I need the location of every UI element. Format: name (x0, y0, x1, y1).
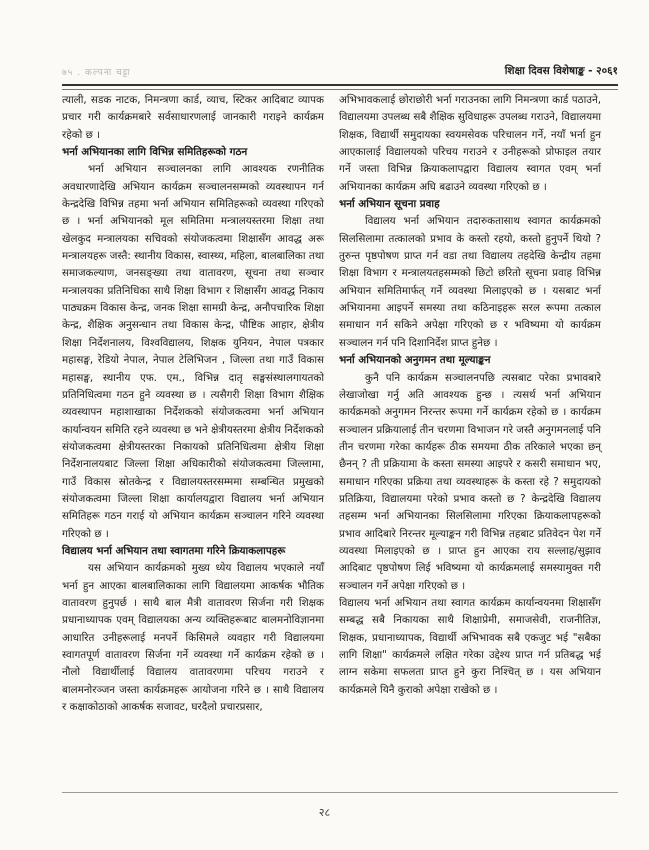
left-paragraph-2: भर्ना अभियान सञ्चालनका लागि आवश्यक रणनीतिक अवधारणादेखि अभियान कार्यक्रम सञ्चालनसम्मको व्यवस्थापन गर्न केन्द्रदेखि विभिन्न तहमा भर्ना अभियान समितिहरूको व्यवस्था गरिएको छ । भर्ना अभियानको मूल समितिमा मन्त्रालयस्तरमा शिक्षा तथा खेलकुद मन्त्रालयका सचिवको संयोजकत्वमा शिक्षासँग आवद्ध अरू मन्त्रालयहरू जस्तै: स्थानीय विकास, स्वास्थ्य, महिला, बालबालिका तथा समाजकल्याण, जनसङ्ख्या तथा वातावरण, सूचना तथा सञ्चार मन्त्रालयका प्रतिनिधिका साथै शिक्षा विभाग र शिक्षासँग आवद्ध निकाय पाठ्यक्रम विकास केन्द्र, जनक शिक्षा सामग्री केन्द्र, अनौपचारिक शिक्षा केन्द्र, शैक्षिक अनुसन्धान तथा विकास केन्द्र, पौष्टिक आहार, क्षेत्रीय शिक्षा निर्देशनालय, विश्वविद्यालय, शिक्षक युनियन, नेपाल पत्रकार महासङ्घ, रेडियो नेपाल, नेपाल टेलिभिजन , जिल्ला तथा गाउँ विकास महासङ्घ, स्थानीय एफ. एम., विभिन्न दातृ सङ्घसंस्थालगायतको प्रतिनिधित्वमा गठन हुने व्यवस्था छ । त्यसैगरी शिक्षा विभाग शैक्षिक व्यवस्थापन महाशाखाका निर्देशकको संयोजकत्वमा भर्ना अभियान कार्यान्वयन समिति रहने व्यवस्था छ भने क्षेत्रीयस्तरमा क्षेत्रीय निर्देशकको संयोजकत्वमा क्षेत्रीयस्तरका निकायको प्रतिनिधित्वमा क्षेत्रीय शिक्षा निर्देशनालयबाट जिल्ला शिक्षा अधिकारीको संयोजकत्वमा जिल्लामा, गाउँ विकास स्रोतकेन्द्र र विद्यालयस्तरसम्ममा सम्बन्धित प्रमुखको संयोजकत्वमा जिल्ला शिक्षा कार्यालयद्वारा विद्यालय भर्ना अभियान समितिहरू गठन गराई यो अभियान कार्यक्रम सञ्चालन गरिने व्यवस्था गरिएको छ । (62, 163, 325, 540)
right-column (339, 92, 601, 699)
footer-rule (62, 792, 618, 793)
header-rule (62, 84, 618, 90)
section-heading-monitoring: भर्ना अभियानको अनुगमन तथा मूल्याङ्कन (339, 354, 491, 367)
page-number: २८ (318, 806, 331, 819)
right-paragraph-3: कुनै पनि कार्यक्रम सञ्चालनपछि त्यसबाट परेका प्रभावबारे लेखाजोखा गर्नु अति आवश्यक हुन्छ । त्यसर्थ भर्ना अभियान कार्यक्रमको अनुगमन निरन्तर रूपमा गर्ने कार्यक्रम रहेको छ । कार्यक्रम सञ्चालन प्रक्रियालाई तीन चरणमा विभाजन गरे जस्तै अनुगमनलाई पनि तीन चरणमा गरेका कार्यहरू ठीक समयमा ठीक तरिकाले भएका छन् छैनन् ? ती प्रक्रियामा के कस्ता समस्या आइपरे र कसरी समाधान भए, समाधान गरिएका प्रक्रिया तथा व्यवस्थाहरू के कस्ता रहे ? समुदायको प्रतिक्रिया, विद्यालयमा परेको प्रभाव कस्तो छ ? केन्द्रदेखि विद्यालय तहसम्म भर्ना अभियानका सिलसिलामा गरिएका क्रियाकलापहरूको प्रभाव आदिबारे निरन्तर मूल्याङ्कन गरी विभिन्न तहबाट प्रतिवेदन पेश गर्ने व्यवस्था मिलाइएको छ । प्राप्त हुन आएका राय सल्लाह/सुझाव आदिबाट पृष्ठपोषण लिई भविष्यमा यो कार्यक्रमलाई समस्यामुक्त गरी सञ्चालन गर्ने अपेक्षा गरिएको छ । (339, 371, 601, 592)
right-paragraph-4: विद्यालय भर्ना अभियान तथा स्वागत कार्यक्रम कार्यान्वयनमा शिक्षासँग सम्बद्ध सबै निकायका साथै शिक्षाप्रेमी, समाजसेवी, राजनीतिज्ञ, शिक्षक, प्रधानाध्यापक, विद्यार्थी अभिभावक सबै एकजुट भई "सबैका लागि शिक्षा" कार्यक्रमले लक्षित गरेका उद्देश्य प्राप्त गर्न प्रतिबद्ध भई लाग्न सकेमा सफलता प्राप्त हुने कुरा निश्चित् छ । यस अभियान कार्यक्रमले यिनै कुराको अपेक्षा राखेको छ । (339, 596, 601, 696)
bleed-through-text: ७५ . कल्पना चट्टा (62, 68, 131, 78)
section-heading-committees: भर्ना अभियानका लागि विभिन्न समितिहरूको गठन (62, 146, 248, 159)
right-paragraph-2: विद्यालय भर्ना अभियान तदारुकतासाथ स्वागत कार्यक्रमको सिलसिलामा तत्कालको प्रभाव के कस्तो रहयो, कस्तो हुनुपर्ने थियो ? तुरुन्त पृष्ठपोषण प्राप्त गर्न वडा तथा विद्यालय तहदेखि केन्द्रीय तहमा शिक्षा विभाग र मन्त्रालयतहसम्मको छिटो छरितो सूचना प्रवाह विभिन्न अभियान समितिमार्फत् गर्ने व्यवस्था मिलाइएको छ । यसबाट भर्ना अभियानमा आइपर्ने समस्या तथा कठिनाइहरू सरल रूपमा तत्काल समाधान गर्न सकिने अपेक्षा गरिएको छ र भविष्यमा यो कार्यक्रम सञ्चालन गर्न पनि दिशानिर्देश प्राप्त हुनेछ । (339, 215, 601, 349)
section-heading-information-flow: भर्ना अभियान सूचना प्रवाह (339, 198, 440, 211)
left-paragraph-3: यस अभियान कार्यक्रमको मुख्य ध्येय विद्यालय भएकाले नयाँ भर्ना हुन आएका बालबालिकाका लागि विद्यालयमा आकर्षक भौतिक वातावरण हुनुपर्छ । साथै बाल मैत्री वातावरण सिर्जना गरी शिक्षक प्रधानाध्यापक एवम् विद्यालयका अन्य व्यक्तिहरूबाट बालमनोविज्ञानमा आधारित उनीहरूलाई मनपर्ने किसिमले व्यवहार गरी विद्यालयमा स्वागतपूर्ण वातावरण सिर्जना गर्ने व्यवस्था गर्ने कार्यक्रम रहेको छ । नौलो विद्यार्थीलाई विद्यालय वातावरणमा परिचय गराउने र बालमनोरञ्जन जस्ता कार्यक्रमहरू आयोजना गरिने छ । साथै विद्यालय र कक्षाकोठाको आकर्षक सजावट, घरदैलो प्रचारप्रसार, (62, 562, 324, 714)
section-heading-activities: विद्यालय भर्ना अभियान तथा स्वागतमा गरिने क्रियाकलापहरू (62, 544, 286, 557)
page-header (62, 63, 618, 81)
running-title: शिक्षा दिवस विशेषाङ्क - २०६१ (504, 65, 618, 77)
right-paragraph-1: अभिभावकलाई छोराछोरी भर्ना गराउनका लागि निमन्त्रणा कार्ड पठाउने, विद्यालयमा उपलब्ध सबै शैक्षिक सुविधाहरू उपलब्ध गराउने, विद्यालयमा शिक्षक, विद्यार्थी समुदायका स्वयमसेवक परिचालन गर्ने, नयाँ भर्ना हुन आएकालाई विद्यालयको परिचय गराउने र उनीहरूको प्रोफाइल तयार गर्ने जस्ता विभिन्न क्रियाकलापद्वारा विद्यालय स्वागत एवम् भर्ना अभियानका कार्यक्रम अघि बढाउने व्यवस्था गरिएको छ । (339, 94, 601, 193)
left-column (62, 92, 324, 716)
left-paragraph-1: त्याली, सडक नाटक, निमन्त्रणा कार्ड, व्याच, स्टिकर आदिबाट व्यापक प्रचार गरी कार्यक्रमबारे सर्वसाधारणलाई जानकारी गराइने कार्यक्रम रहेको छ । (62, 94, 324, 141)
